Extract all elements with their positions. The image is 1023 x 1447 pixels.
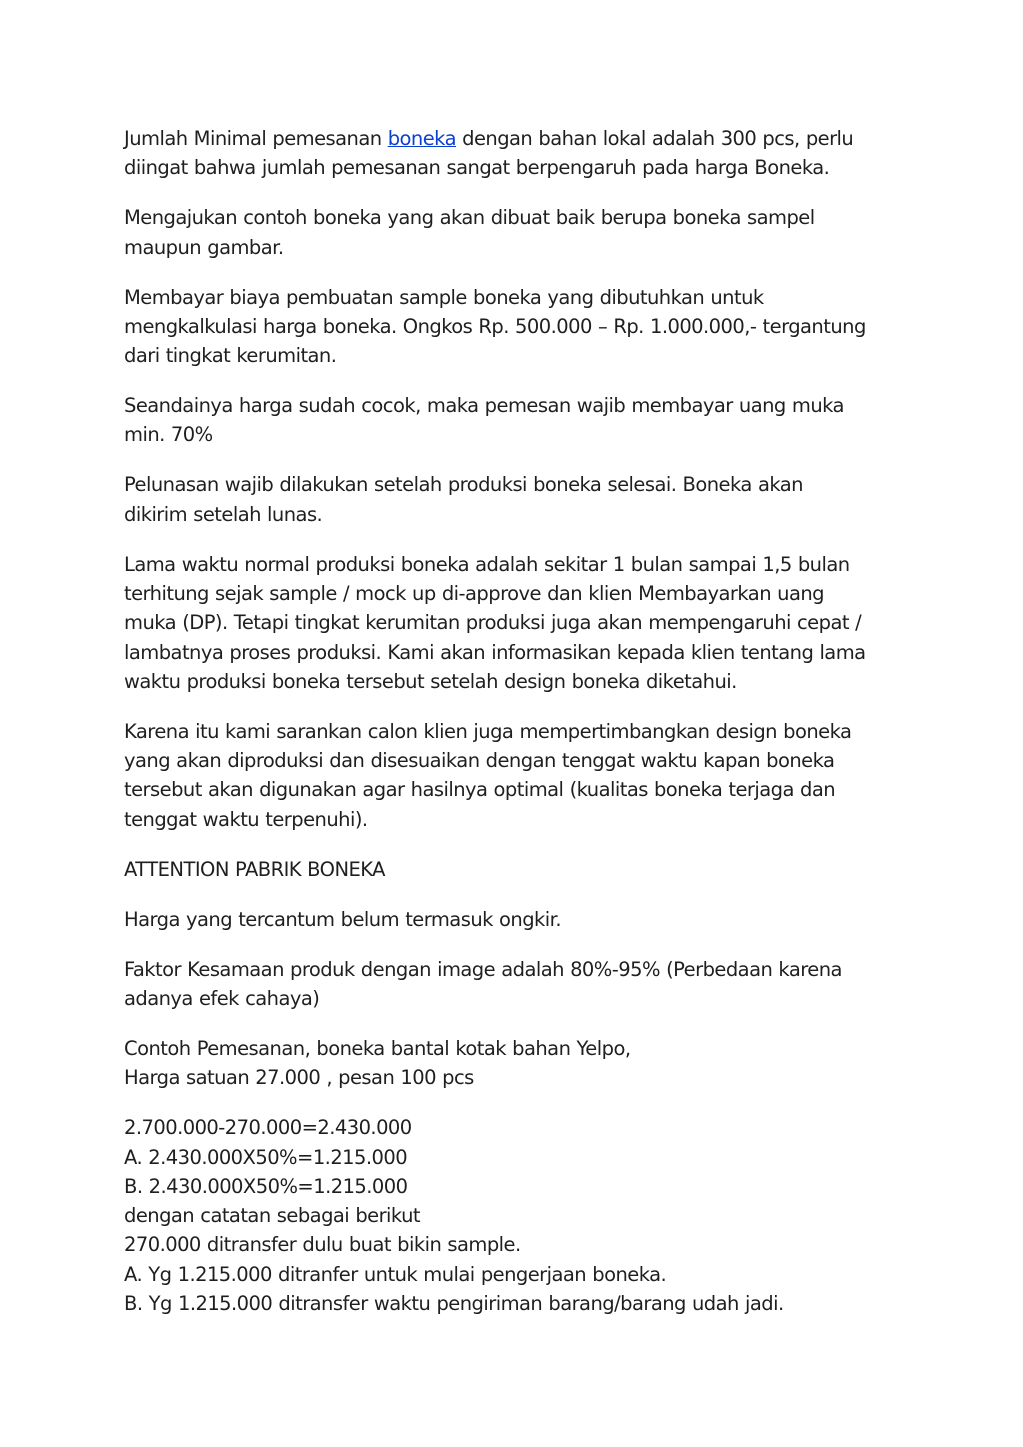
paragraph-line: tenggat waktu terpenuhi). — [124, 807, 368, 831]
paragraph-line: 270.000 ditransfer dulu buat bikin sample. — [124, 1233, 521, 1257]
paragraph-line: diingat bahwa jumlah pemesanan sangat berpengaruh pada harga Boneka. — [124, 156, 830, 180]
paragraph-shipping-note — [124, 905, 914, 934]
paragraph-line: dikirim setelah lunas. — [124, 502, 323, 526]
paragraph-line: B. 2.430.000X50%=1.215.000 — [124, 1174, 408, 1198]
text-segment: dengan bahan lokal adalah 300 pcs, perlu — [455, 127, 854, 150]
paragraph-line: Contoh Pemesanan, boneka bantal kotak bahan Yelpo, — [124, 1037, 631, 1060]
paragraph-line: A. Yg 1.215.000 ditranfer untuk mulai pengerjaan boneka. — [124, 1262, 667, 1286]
paragraph-payment-settlement — [124, 470, 914, 529]
document-body — [124, 124, 914, 1339]
paragraph-sample-cost — [124, 283, 914, 371]
paragraph-line: dari tingkat kerumitan. — [124, 344, 337, 368]
paragraph-minimum-order — [124, 124, 914, 183]
paragraph-line: Faktor Kesamaan produk dengan image adalah 80%-95% (Perbedaan karena — [124, 957, 842, 981]
boneka-link[interactable]: boneka — [387, 127, 456, 150]
paragraph-calculation — [124, 1113, 914, 1318]
paragraph-line: Karena itu kami sarankan calon klien juga mempertimbangkan design boneka — [124, 719, 852, 743]
paragraph-line: Seandainya harga sudah cocok, maka pemesan wajib membayar uang muka — [124, 394, 844, 418]
paragraph-line: Lama waktu normal produksi boneka adalah sekitar 1 bulan sampai 1,5 bulan — [124, 552, 850, 576]
paragraph-line: mengkalkulasi harga boneka. Ongkos Rp. 500.000 – Rp. 1.000.000,- tergantung — [124, 314, 866, 338]
paragraph-line: terhitung sejak sample / mock up di-approve dan klien Membayarkan uang — [124, 582, 824, 605]
paragraph-line: maupun gambar. — [124, 235, 284, 259]
paragraph-line — [124, 124, 914, 153]
paragraph-attention-heading — [124, 855, 914, 884]
paragraph-down-payment — [124, 391, 914, 450]
paragraph-line: A. 2.430.000X50%=1.215.000 — [124, 1145, 408, 1169]
paragraph-line: muka (DP). Tetapi tingkat kerumitan produksi juga akan mempengaruhi cepat / — [124, 611, 862, 635]
paragraph-order-example — [124, 1034, 914, 1093]
paragraph-line: waktu produksi boneka tersebut setelah design boneka diketahui. — [124, 669, 737, 693]
paragraph-sample-request — [124, 203, 914, 262]
paragraph-line: dengan catatan sebagai berikut — [124, 1204, 420, 1228]
paragraph-production-time — [124, 550, 914, 696]
paragraph-line: Harga yang tercantum belum termasuk ongkir. — [124, 907, 561, 931]
paragraph-line: adanya efek cahaya) — [124, 987, 320, 1011]
paragraph-line: 2.700.000-270.000=2.430.000 — [124, 1116, 412, 1140]
text-segment: Jumlah Minimal pemesanan — [124, 127, 388, 150]
paragraph-line: Membayar biaya pembuatan sample boneka yang dibutuhkan untuk — [124, 285, 764, 309]
paragraph-line: yang akan diproduksi dan disesuaikan dengan tenggat waktu kapan boneka — [124, 749, 835, 773]
paragraph-line: Mengajukan contoh boneka yang akan dibuat baik berupa boneka sampel — [124, 206, 815, 230]
paragraph-line: min. 70% — [124, 423, 213, 447]
paragraph-line: Harga satuan 27.000 , pesan 100 pcs — [124, 1066, 474, 1090]
paragraph-line: tersebut akan digunakan agar hasilnya optimal (kualitas boneka terjaga dan — [124, 778, 836, 802]
paragraph-similarity-factor — [124, 955, 914, 1014]
paragraph-line: lambatnya proses produksi. Kami akan informasikan kepada klien tentang lama — [124, 640, 866, 664]
paragraph-line: ATTENTION PABRIK BONEKA — [124, 857, 385, 881]
paragraph-line: B. Yg 1.215.000 ditransfer waktu pengiriman barang/barang udah jadi. — [124, 1292, 784, 1316]
paragraph-recommendation — [124, 717, 914, 834]
paragraph-line: Pelunasan wajib dilakukan setelah produksi boneka selesai. Boneka akan — [124, 473, 803, 497]
